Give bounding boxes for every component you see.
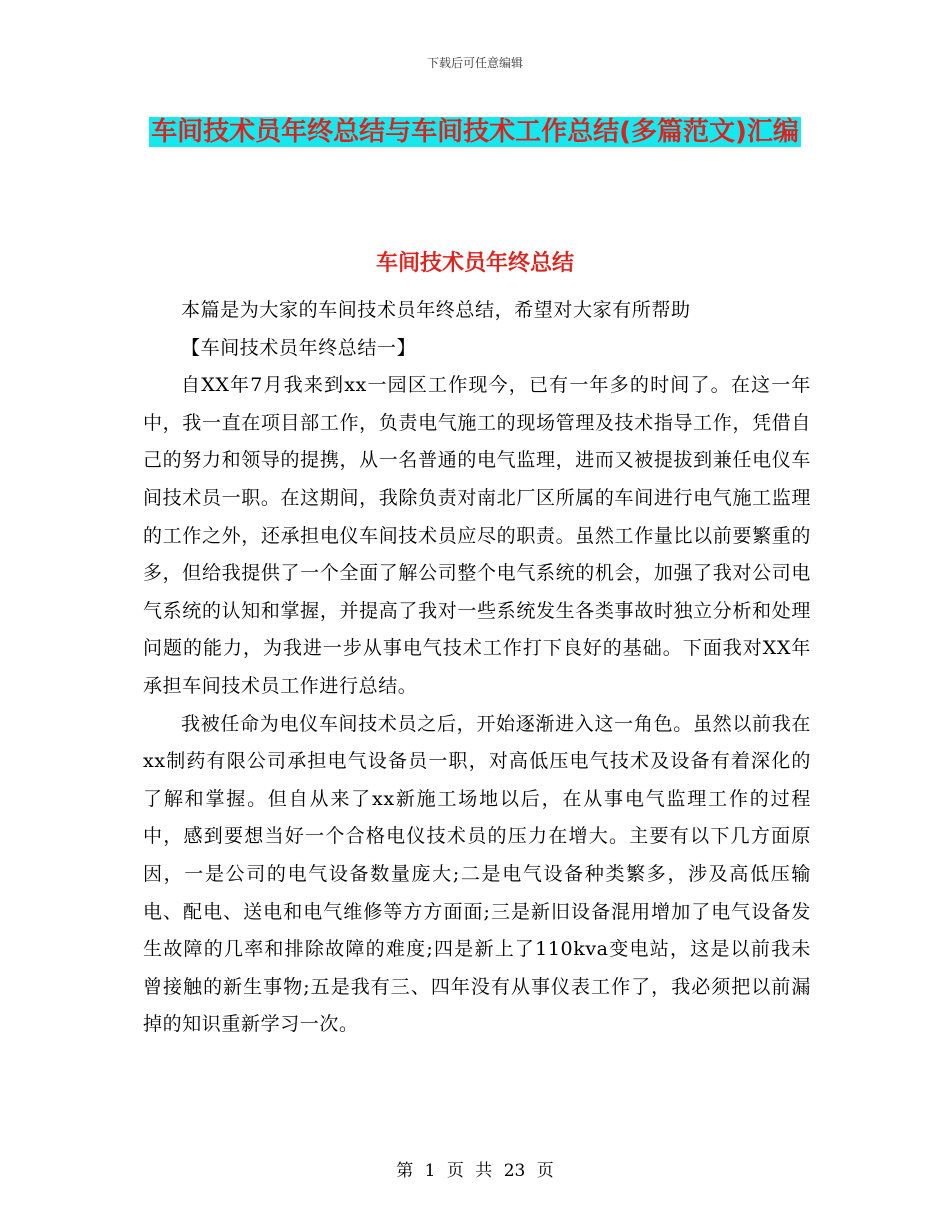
body-paragraph: 自XX年7月我来到xx一园区工作现今，已有一年多的时间了。在这一年中，我一直在项目部工作，负责电气施工的现场管理及技术指导工作，凭借自己的努力和领导的提携，从一名普通的电气监理，进而又被提拔到兼任电仪车间技术员一职。在这期间，我除负责对南北厂区所属的车间进行电气施工监理的工作之外，还承担电仪车间技术员应尽的职责。虽然工作量比以前要繁重的多，但给我提供了一个全面了解公司整个电气系统的机会，加强了我对公司电气系统的认知和掌握，并提高了我对一些系统发生各类事故时独立分析和处理问题的能力，为我进一步从事电气技术工作打下良好的基础。下面我对XX年承担车间技术员工作进行总结。 [143, 374, 811, 697]
intro-paragraph: 本篇是为大家的车间技术员年终总结，希望对大家有所帮助 [181, 299, 691, 321]
page-footer: 第 1 页 共 23 页 [396, 1161, 554, 1181]
document-title [140, 108, 810, 156]
document-title-text: 车间技术员年终总结与车间技术工作总结(多篇范文)汇编 [151, 117, 799, 147]
document-body [143, 292, 811, 1044]
section-title: 车间技术员年终总结 [375, 251, 574, 276]
section-heading-one: 【车间技术员年终总结一】 [181, 336, 417, 359]
body-paragraph: 我被任命为电仪车间技术员之后，开始逐渐进入这一角色。虽然以前我在xx制药有限公司承担电气设备员一职，对高低压电气技术及设备有着深化的了解和掌握。但自从来了xx新施工场地以后，在从事电气监理工作的过程中，感到要想当好一个合格电仪技术员的压力在增大。主要有以下几方面原因，一是公司的电气设备数量庞大;二是电气设备种类繁多，涉及高低压输电、配电、送电和电气维修等方方面面;三是新旧设备混用增加了电气设备发生故障的几率和排除故障的难度;四是新上了110kva变电站，这是以前我未曾接触的新生事物;五是我有三、四年没有从事仪表工作了，我必须把以前漏掉的知识重新学习一次。 [143, 712, 811, 1036]
header-note: 下载后可任意编辑 [426, 56, 523, 70]
